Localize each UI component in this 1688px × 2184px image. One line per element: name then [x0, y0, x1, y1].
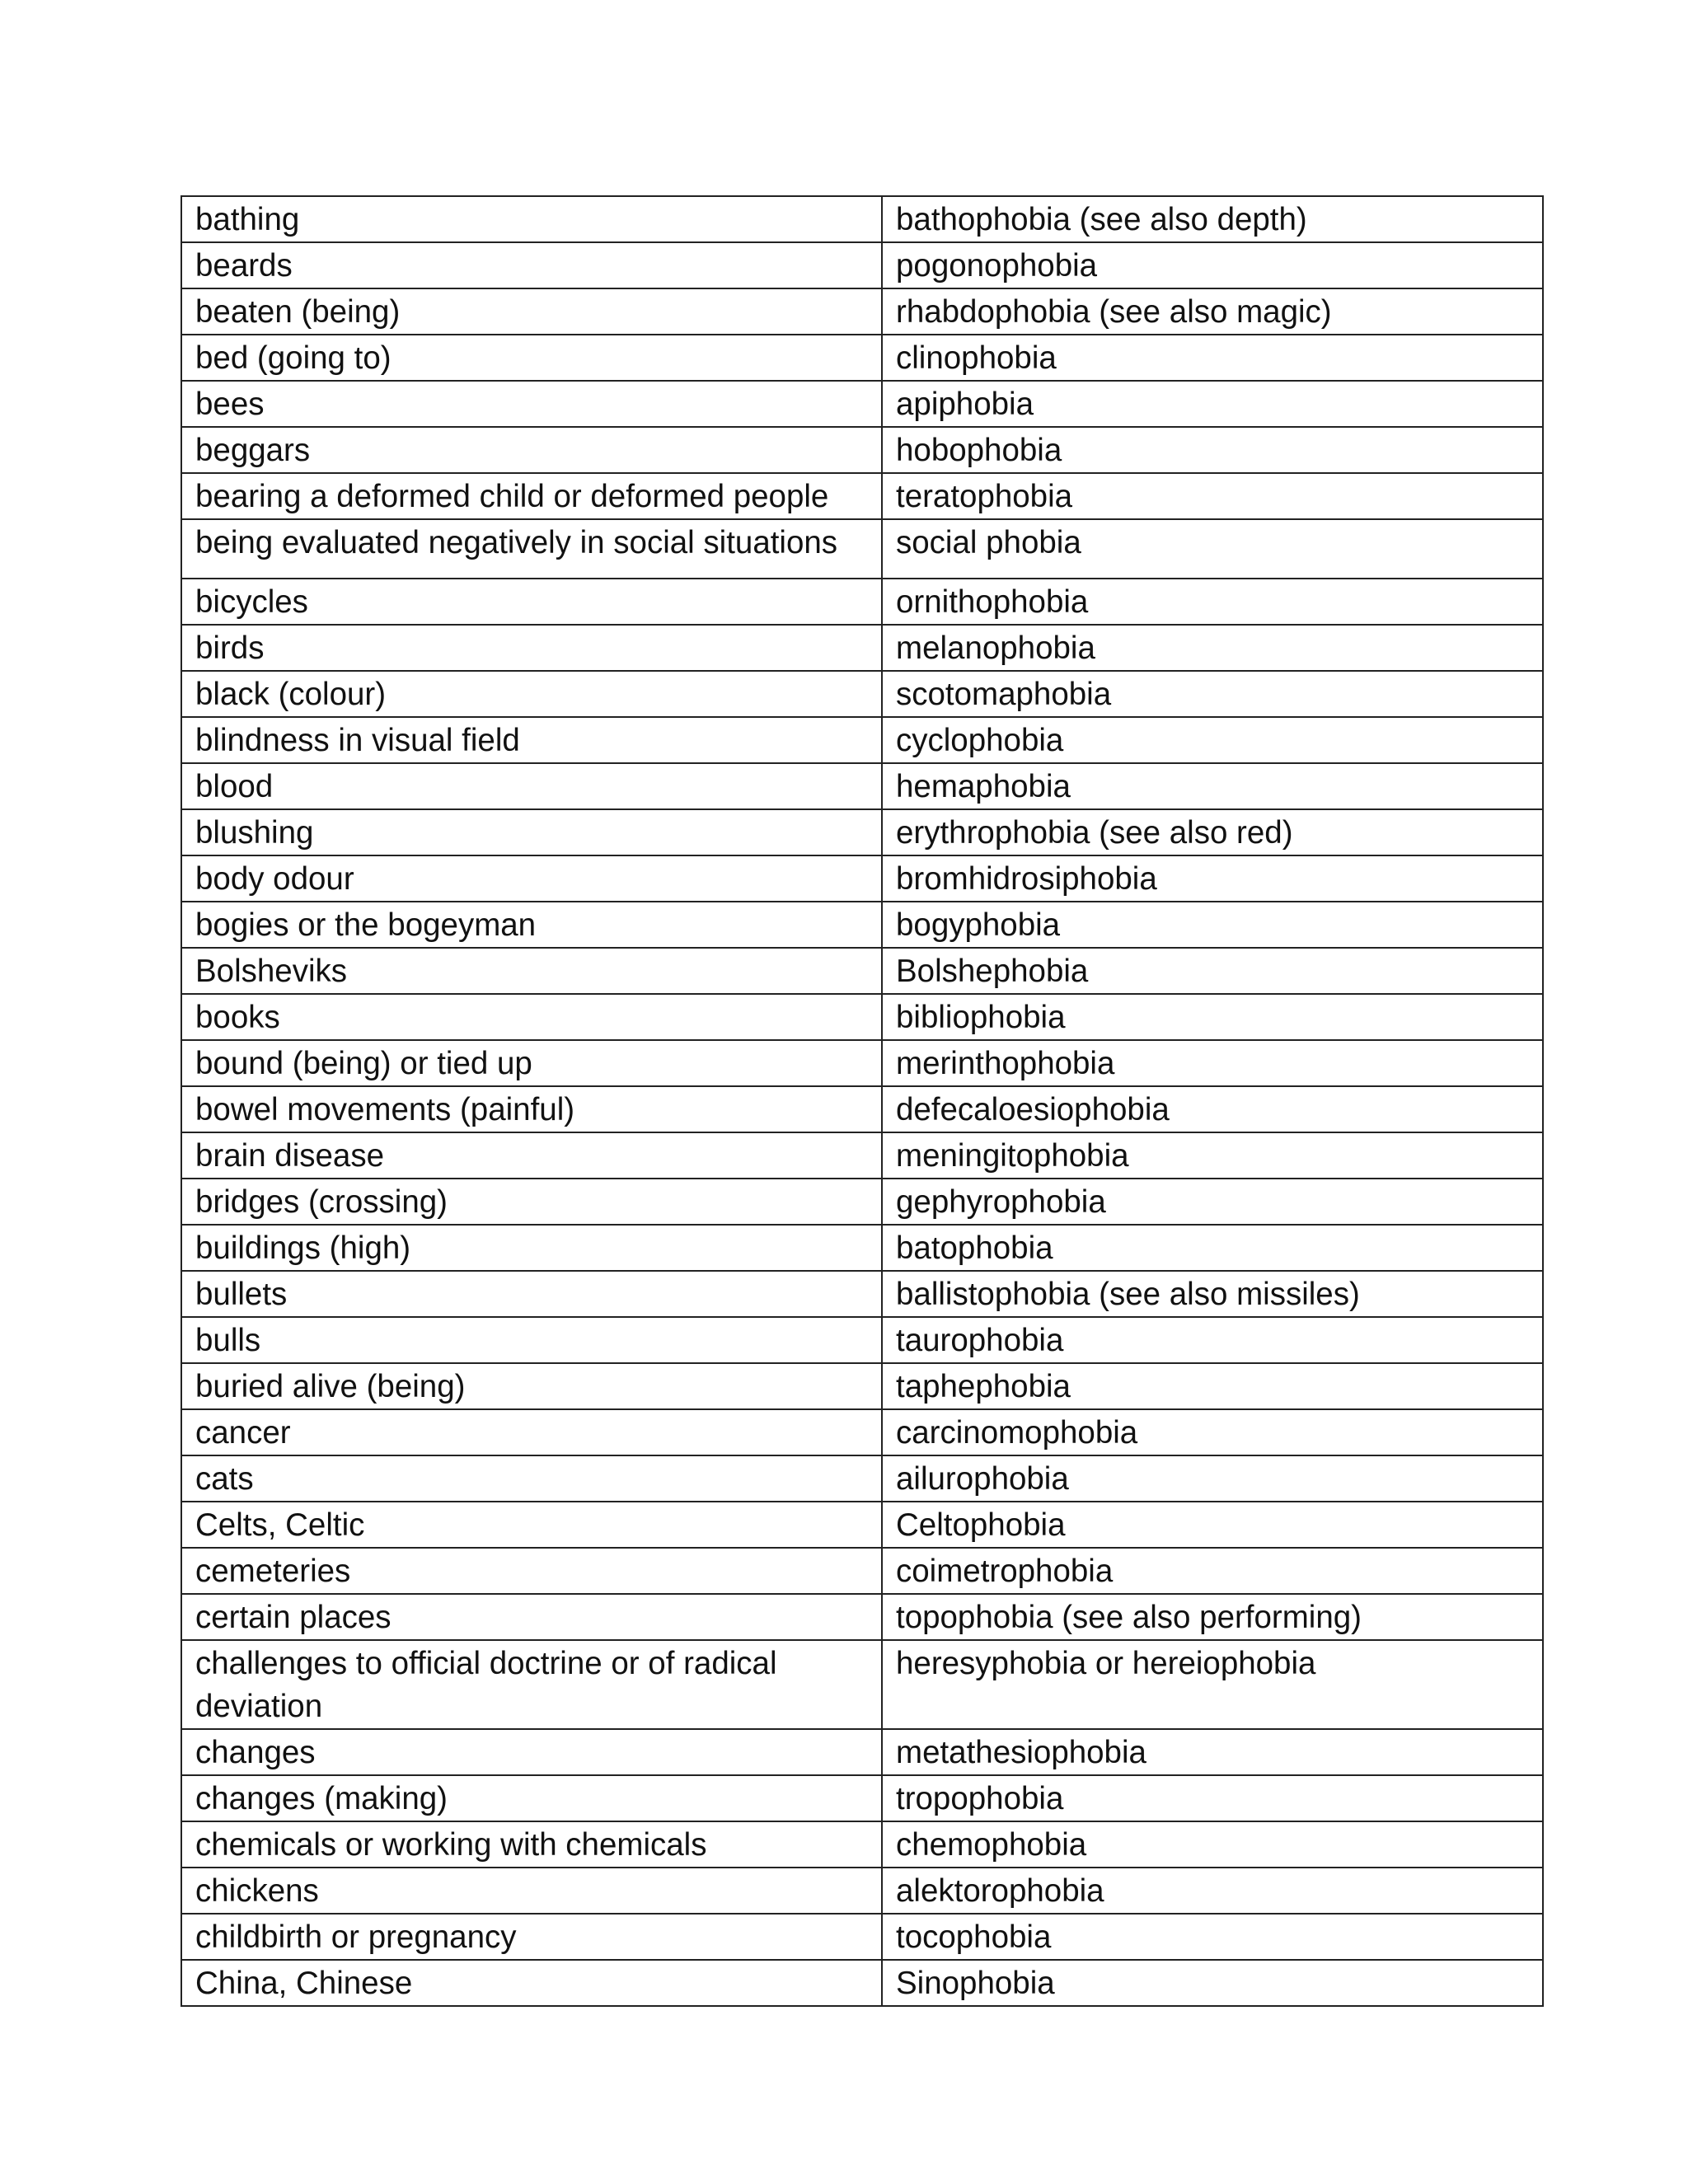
- fear-cell: cats: [181, 1455, 882, 1502]
- phobia-cell: alektorophobia: [882, 1868, 1543, 1914]
- fear-cell: bicycles: [181, 579, 882, 625]
- phobia-cell: metathesiophobia: [882, 1729, 1543, 1775]
- table-row: [181, 1271, 1543, 1317]
- phobia-cell: carcinomophobia: [882, 1409, 1543, 1455]
- table-row: [181, 519, 1543, 579]
- phobia-cell: ballistophobia (see also missiles): [882, 1271, 1543, 1317]
- fear-cell: China, Chinese: [181, 1960, 882, 2006]
- table-row: [181, 1960, 1543, 2006]
- fear-cell: Bolsheviks: [181, 948, 882, 994]
- fear-cell: bullets: [181, 1271, 882, 1317]
- fear-cell: bulls: [181, 1317, 882, 1363]
- table-row: [181, 1225, 1543, 1271]
- fear-cell: changes (making): [181, 1775, 882, 1821]
- table-row: [181, 427, 1543, 473]
- phobia-cell: clinophobia: [882, 335, 1543, 381]
- phobia-cell: bogyphobia: [882, 902, 1543, 948]
- fear-cell: chickens: [181, 1868, 882, 1914]
- fear-cell: cemeteries: [181, 1548, 882, 1594]
- table-row: [181, 1640, 1543, 1729]
- phobia-cell: bromhidrosiphobia: [882, 855, 1543, 902]
- fear-cell: blindness in visual field: [181, 717, 882, 763]
- table-row: [181, 763, 1543, 809]
- fear-cell: Celts, Celtic: [181, 1502, 882, 1548]
- phobia-cell: merinthophobia: [882, 1040, 1543, 1086]
- table-row: [181, 1502, 1543, 1548]
- fear-cell: challenges to official doctrine or of radical deviation: [181, 1640, 882, 1729]
- phobia-cell: Bolshephobia: [882, 948, 1543, 994]
- fear-cell: bees: [181, 381, 882, 427]
- table-row: [181, 381, 1543, 427]
- phobia-cell: hemaphobia: [882, 763, 1543, 809]
- table-row: [181, 1132, 1543, 1179]
- fear-cell: blood: [181, 763, 882, 809]
- phobia-cell: batophobia: [882, 1225, 1543, 1271]
- phobia-cell: rhabdophobia (see also magic): [882, 288, 1543, 335]
- phobia-cell: cyclophobia: [882, 717, 1543, 763]
- table-row: [181, 196, 1543, 242]
- phobia-cell: defecaloesiophobia: [882, 1086, 1543, 1132]
- fear-cell: bed (going to): [181, 335, 882, 381]
- fear-cell: beggars: [181, 427, 882, 473]
- table-row: [181, 1179, 1543, 1225]
- phobia-cell: erythrophobia (see also red): [882, 809, 1543, 855]
- table-row: [181, 242, 1543, 288]
- phobia-table-body: [181, 196, 1543, 2006]
- fear-cell: bathing: [181, 196, 882, 242]
- table-row: [181, 1821, 1543, 1868]
- phobia-cell: taphephobia: [882, 1363, 1543, 1409]
- phobia-cell: bibliophobia: [882, 994, 1543, 1040]
- fear-cell: body odour: [181, 855, 882, 902]
- table-row: [181, 1317, 1543, 1363]
- table-row: [181, 1914, 1543, 1960]
- fear-cell: brain disease: [181, 1132, 882, 1179]
- fear-cell: buried alive (being): [181, 1363, 882, 1409]
- phobia-cell: ornithophobia: [882, 579, 1543, 625]
- fear-cell: childbirth or pregnancy: [181, 1914, 882, 1960]
- table-row: [181, 1040, 1543, 1086]
- phobia-cell: social phobia: [882, 519, 1543, 579]
- fear-cell: buildings (high): [181, 1225, 882, 1271]
- fear-cell: bound (being) or tied up: [181, 1040, 882, 1086]
- phobia-cell: hobophobia: [882, 427, 1543, 473]
- fear-cell: bridges (crossing): [181, 1179, 882, 1225]
- table-row: [181, 1086, 1543, 1132]
- fear-cell: beards: [181, 242, 882, 288]
- table-row: [181, 1409, 1543, 1455]
- phobia-cell: ailurophobia: [882, 1455, 1543, 1502]
- table-row: [181, 1455, 1543, 1502]
- fear-cell: beaten (being): [181, 288, 882, 335]
- table-row: [181, 1868, 1543, 1914]
- table-row: [181, 625, 1543, 671]
- phobia-cell: pogonophobia: [882, 242, 1543, 288]
- table-row: [181, 1594, 1543, 1640]
- table-row: [181, 1363, 1543, 1409]
- phobia-cell: bathophobia (see also depth): [882, 196, 1543, 242]
- phobia-cell: scotomaphobia: [882, 671, 1543, 717]
- phobia-cell: teratophobia: [882, 473, 1543, 519]
- table-row: [181, 948, 1543, 994]
- phobia-table: [181, 195, 1544, 2007]
- table-row: [181, 994, 1543, 1040]
- fear-cell: bogies or the bogeyman: [181, 902, 882, 948]
- table-row: [181, 1729, 1543, 1775]
- fear-cell: black (colour): [181, 671, 882, 717]
- phobia-cell: Celtophobia: [882, 1502, 1543, 1548]
- phobia-cell: heresyphobia or hereiophobia: [882, 1640, 1543, 1729]
- table-row: [181, 671, 1543, 717]
- fear-cell: bearing a deformed child or deformed people: [181, 473, 882, 519]
- table-row: [181, 335, 1543, 381]
- phobia-cell: tropophobia: [882, 1775, 1543, 1821]
- fear-cell: changes: [181, 1729, 882, 1775]
- phobia-cell: melanophobia: [882, 625, 1543, 671]
- table-row: [181, 855, 1543, 902]
- fear-cell: birds: [181, 625, 882, 671]
- fear-cell: being evaluated negatively in social situations: [181, 519, 882, 579]
- phobia-cell: meningitophobia: [882, 1132, 1543, 1179]
- table-row: [181, 288, 1543, 335]
- phobia-cell: apiphobia: [882, 381, 1543, 427]
- phobia-cell: gephyrophobia: [882, 1179, 1543, 1225]
- fear-cell: certain places: [181, 1594, 882, 1640]
- table-row: [181, 717, 1543, 763]
- table-row: [181, 1548, 1543, 1594]
- table-row: [181, 1775, 1543, 1821]
- fear-cell: blushing: [181, 809, 882, 855]
- phobia-cell: topophobia (see also performing): [882, 1594, 1543, 1640]
- table-row: [181, 473, 1543, 519]
- fear-cell: chemicals or working with chemicals: [181, 1821, 882, 1868]
- fear-cell: books: [181, 994, 882, 1040]
- fear-cell: bowel movements (painful): [181, 1086, 882, 1132]
- phobia-cell: chemophobia: [882, 1821, 1543, 1868]
- phobia-cell: taurophobia: [882, 1317, 1543, 1363]
- phobia-cell: coimetrophobia: [882, 1548, 1543, 1594]
- fear-cell: cancer: [181, 1409, 882, 1455]
- table-row: [181, 579, 1543, 625]
- phobia-cell: Sinophobia: [882, 1960, 1543, 2006]
- table-row: [181, 902, 1543, 948]
- phobia-cell: tocophobia: [882, 1914, 1543, 1960]
- table-row: [181, 809, 1543, 855]
